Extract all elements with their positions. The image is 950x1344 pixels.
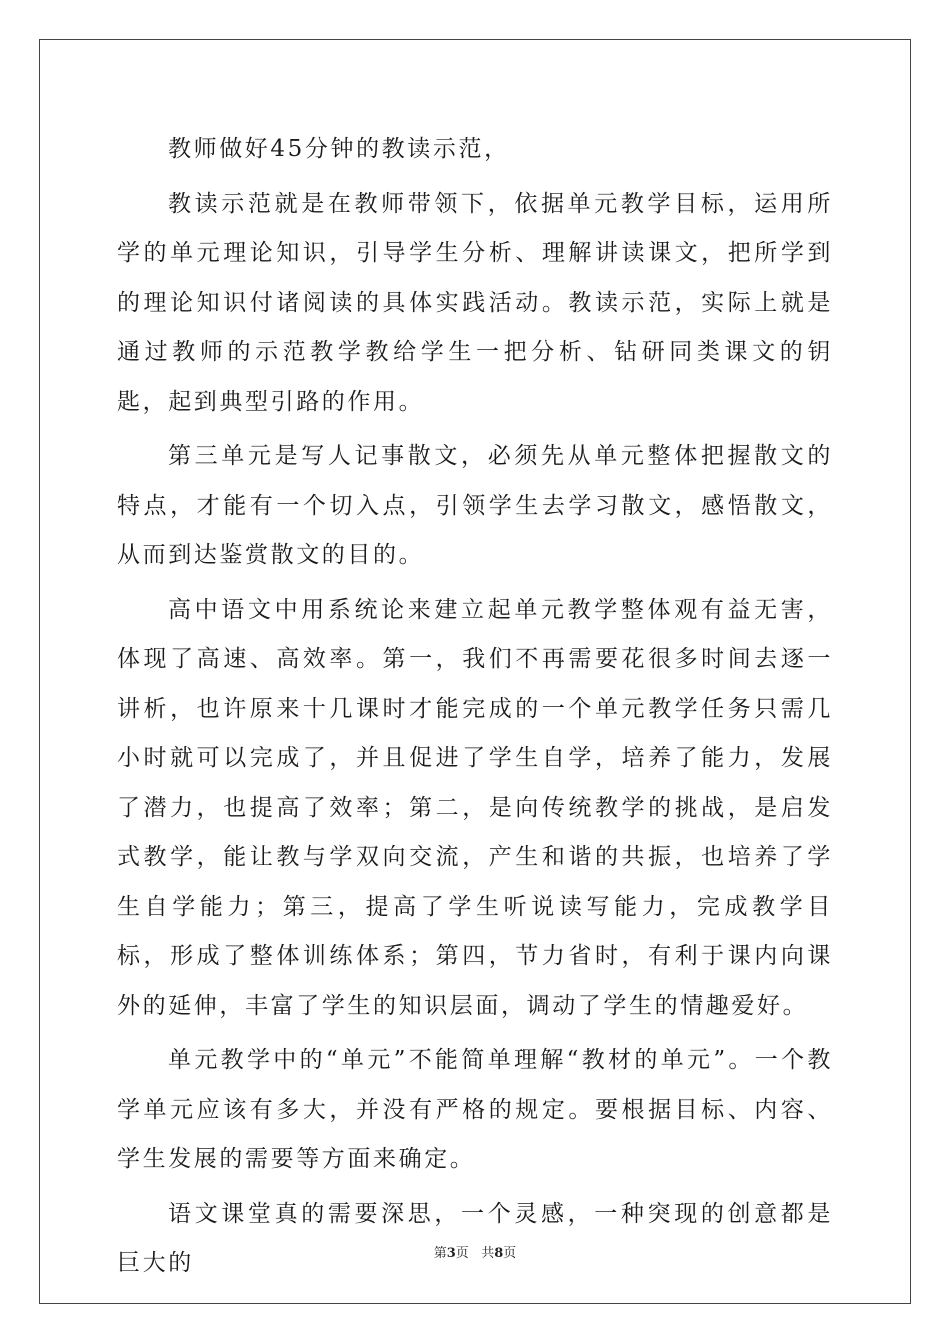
paragraph-3: 第三单元是写人记事散文，必须先从单元整体把握散文的特点，才能有一个切入点，引领学生去学习散文，感悟散文，从而到达鉴赏散文的目的。 xyxy=(117,443,833,568)
current-page-number: 3 xyxy=(446,1246,456,1261)
paragraph-1: 教师做好45分钟的教读示范， xyxy=(168,136,510,162)
footer-page-unit: 页 xyxy=(455,1246,469,1261)
footer-total-prefix: 共 xyxy=(481,1246,495,1261)
paragraph-4: 高中语文中用系统论来建立起单元教学整体观有益无害，体现了高速、高效率。第一，我们不再需要花很多时间去逐一讲析，也许原来十几课时才能完成的一个单元教学任务只需几小时就可以完成了，并且促进了学生自学，培养了能力，发展了潜力，也提高了效率；第二，是向传统教学的挑战，是启发式教学，能让教与学双向交流，产生和谐的共振，也培养了学生自学能力；第三，提高了学生听说读写能力，完成教学目标，形成了整体训练体系；第四，节力省时，有利于课内向课外的延伸，丰富了学生的知识层面，调动了学生的情趣爱好。 xyxy=(117,596,833,1019)
footer-prefix: 第 xyxy=(433,1246,447,1261)
page-footer xyxy=(0,1245,950,1263)
footer-total-unit: 页 xyxy=(503,1246,517,1261)
document-body xyxy=(117,125,833,1294)
paragraph-5: 单元教学中的“单元”不能简单理解“教材的单元”。一个教学单元应该有多大，并没有严格的规定。要根据目标、内容、学生发展的需要等方面来确定。 xyxy=(117,1047,833,1172)
paragraph-6: 语文课堂真的需要深思，一个灵感，一种突现的创意都是巨大的 xyxy=(117,1200,833,1276)
paragraph-2: 教读示范就是在教师带领下，依据单元教学目标，运用所学的单元理论知识，引导学生分析、理解讲读课文，把所学到的理论知识付诸阅读的具体实践活动。教读示范，实际上就是通过教师的示范教学教给学生一把分析、钻研同类课文的钥匙，起到典型引路的作用。 xyxy=(117,190,833,415)
total-pages-number: 8 xyxy=(494,1246,504,1261)
